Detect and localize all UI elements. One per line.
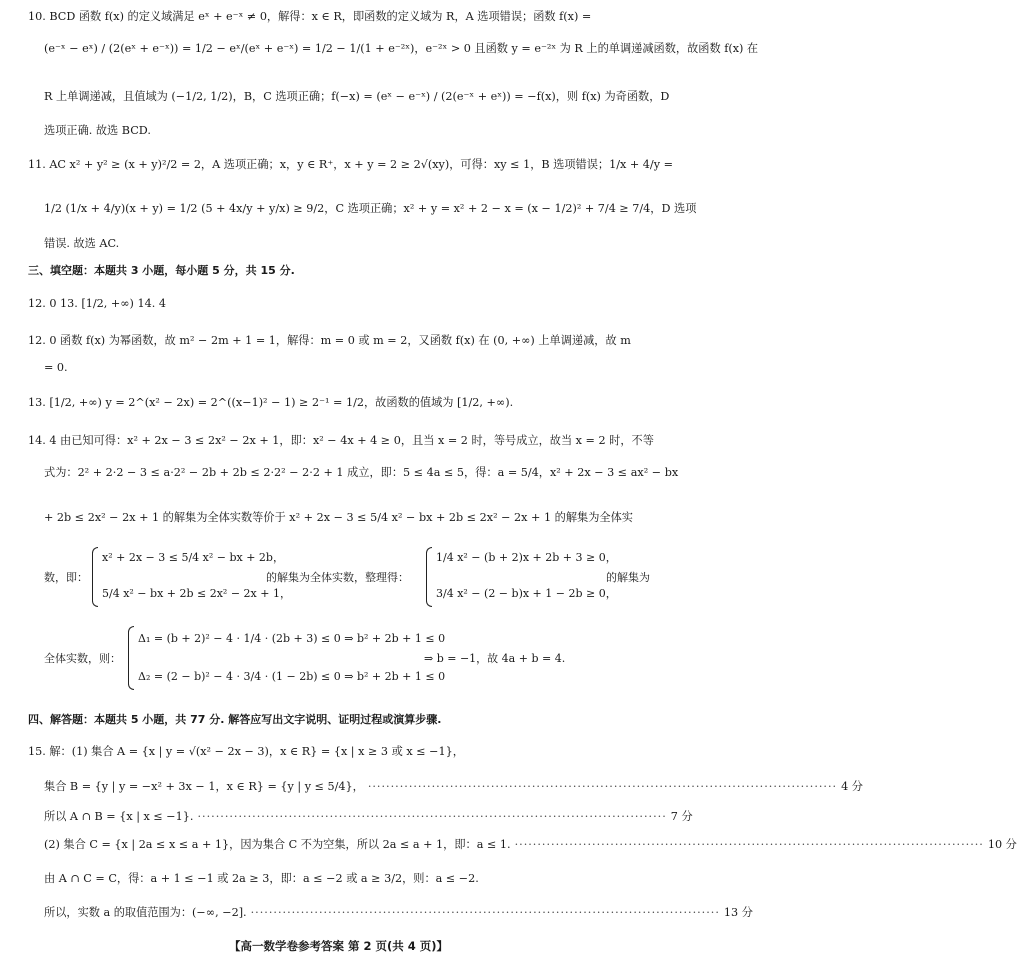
score-points: 4 分 xyxy=(841,780,863,793)
system2-row-1: Δ₁ = (b + 2)² − 4 · 1/4 · (2b + 3) ≤ 0 ⇒ b² + 2b + 1 ≤ 0 xyxy=(138,632,446,645)
q10-line-2: (e⁻ˣ − eˣ) / (2(eˣ + e⁻ˣ)) = 1/2 − eˣ/(eˣ + e⁻ˣ) = 1/2 − 1/(1 + e⁻²ˣ)，e⁻²ˣ > 0 且函数 y = e⁻²ˣ 为 R 上的单调递减函数，故函数 f(x) 在 xyxy=(44,42,759,55)
leader-dots: ······································································································· xyxy=(367,780,838,793)
score-points: 7 分 xyxy=(670,810,693,823)
section-4-heading: 四、解答题：本题共 5 小题，共 77 分. 解答应写出文字说明、证明过程或演算步骤. xyxy=(28,713,442,726)
left-brace xyxy=(128,626,134,690)
system2-row-2: Δ₂ = (2 − b)² − 4 · 3/4 · (1 − 2b) ≤ 0 ⇒ b² + 2b + 1 ≤ 0 xyxy=(138,670,446,683)
q11-line-3: 错误. 故选 AC. xyxy=(44,237,120,250)
system1-suffix: 的解集为 xyxy=(606,571,650,584)
fill-in-answers: 12. 0 13. [1/2, +∞) 14. 4 xyxy=(28,297,166,310)
inequality-system-2 xyxy=(44,624,654,694)
q10-line-4: 选项正确. 故选 BCD. xyxy=(44,124,151,137)
system1-row-2: 5/4 x² − bx + 2b ≤ 2x² − 2x + 1， xyxy=(102,587,291,600)
leader-dots: ······································································································· xyxy=(514,838,984,851)
score-line-text: 集合 B = {y | y = −x² + 3x − 1，x ∈ R} = {y | y ≤ 5/4}， xyxy=(44,780,364,793)
system1-row-3: 1/4 x² − (b + 2)x + 2b + 3 ≥ 0， xyxy=(436,551,617,564)
system1-row-1: x² + 2x − 3 ≤ 5/4 x² − bx + 2b， xyxy=(102,551,284,564)
q12-line-2: = 0. xyxy=(44,361,68,374)
q14-line-1: 14. 4 由已知可得：x² + 2x − 3 ≤ 2x² − 2x + 1，即：x² − 4x + 4 ≥ 0，且当 x = 2 时，等号成立，故当 x = 2 时，不等 xyxy=(28,434,654,447)
score-points: 13 分 xyxy=(723,906,753,919)
score-line-text: (2) 集合 C = {x | 2a ≤ x ≤ a + 1}，因为集合 C 不为空集，所以 2a ≤ a + 1，即：a ≤ 1. xyxy=(44,838,511,851)
q11-line-1: 11. AC x² + y² ≥ (x + y)²/2 = 2，A 选项正确；x，y ∈ R⁺，x + y = 2 ≥ 2√(xy)，可得：xy ≤ 1，B 选项错误；1/x + 4/y = xyxy=(28,158,673,171)
system1-row-4: 3/4 x² − (2 − b)x + 1 − 2b ≥ 0， xyxy=(436,587,617,600)
q15-line-1: 15. 解：(1) 集合 A = {x | y = √(x² − 2x − 3)，x ∈ R} = {x | x ≥ 3 或 x ≤ −1}， xyxy=(28,745,464,758)
q12-line-1: 12. 0 函数 f(x) 为幂函数，故 m² − 2m + 1 = 1，解得：m = 0 或 m = 2，又函数 f(x) 在 (0, +∞) 上单调递减，故 m xyxy=(28,334,631,347)
system1-middle: 的解集为全体实数，整理得： xyxy=(266,571,409,584)
section-3-heading: 三、填空题：本题共 3 小题，每小题 5 分，共 15 分. xyxy=(28,264,295,277)
score-line-text: 所以，实数 a 的取值范围为：(−∞, −2]. xyxy=(44,906,247,919)
q14-line-3: + 2b ≤ 2x² − 2x + 1 的解集为全体实数等价于 x² + 2x − 3 ≤ 5/4 x² − bx + 2b ≤ 2x² − 2x + 1 的解集为全体实 xyxy=(44,511,633,524)
leader-dots: ······································································································· xyxy=(197,810,667,823)
system2-suffix: ⇒ b = −1，故 4a + b = 4. xyxy=(424,652,566,665)
q14-line-2: 式为：2² + 2·2 − 3 ≤ a·2² − 2b + 2b ≤ 2·2² − 2·2 + 1 成立，即：5 ≤ 4a ≤ 5，得：a = 5/4，x² + 2x − 3 ≤ ax² − bx xyxy=(44,466,679,479)
q10-line-3: R 上单调递减，且值域为 (−1/2, 1/2)，B，C 选项正确；f(−x) = (eˣ − e⁻ˣ) / (2(e⁻ˣ + eˣ)) = −f(x)，则 f(x) 为奇函数，D xyxy=(44,90,670,103)
page-footer: 【高一数学卷参考答案 第 2 页(共 4 页)】 xyxy=(228,939,449,953)
q15-score-line-2 xyxy=(44,810,693,824)
q10-line-1: 10. BCD 函数 f(x) 的定义域满足 eˣ + e⁻ˣ ≠ 0，解得：x ∈ R，即函数的定义域为 R，A 选项错误；函数 f(x) = xyxy=(28,10,592,23)
q15-score-line-4 xyxy=(44,906,753,920)
system1-prefix: 数，即： xyxy=(44,571,88,584)
q15-line-6: 由 A ∩ C = C，得：a + 1 ≤ −1 或 2a ≥ 3，即：a ≤ −2 或 a ≥ 3/2，则：a ≤ −2. xyxy=(44,872,479,885)
q15-score-line-1 xyxy=(44,780,863,794)
inequality-system-1 xyxy=(44,545,654,609)
left-brace xyxy=(92,547,98,607)
score-points: 10 分 xyxy=(987,838,1017,851)
q15-score-line-3 xyxy=(44,838,1017,852)
score-line-text: 所以 A ∩ B = {x | x ≤ −1}. xyxy=(44,810,194,823)
q13-line-1: 13. [1/2, +∞) y = 2^(x² − 2x) = 2^((x−1)² − 1) ≥ 2⁻¹ = 1/2，故函数的值域为 [1/2, +∞). xyxy=(28,396,514,409)
system2-prefix: 全体实数，则： xyxy=(44,652,121,665)
q11-line-2: 1/2 (1/x + 4/y)(x + y) = 1/2 (5 + 4x/y + y/x) ≥ 9/2，C 选项正确；x² + y = x² + 2 − x = (x − 1/2)² + 7/4 ≥ 7/4，D 选项 xyxy=(44,202,697,215)
left-brace xyxy=(426,547,432,607)
leader-dots: ······································································································· xyxy=(250,906,720,919)
